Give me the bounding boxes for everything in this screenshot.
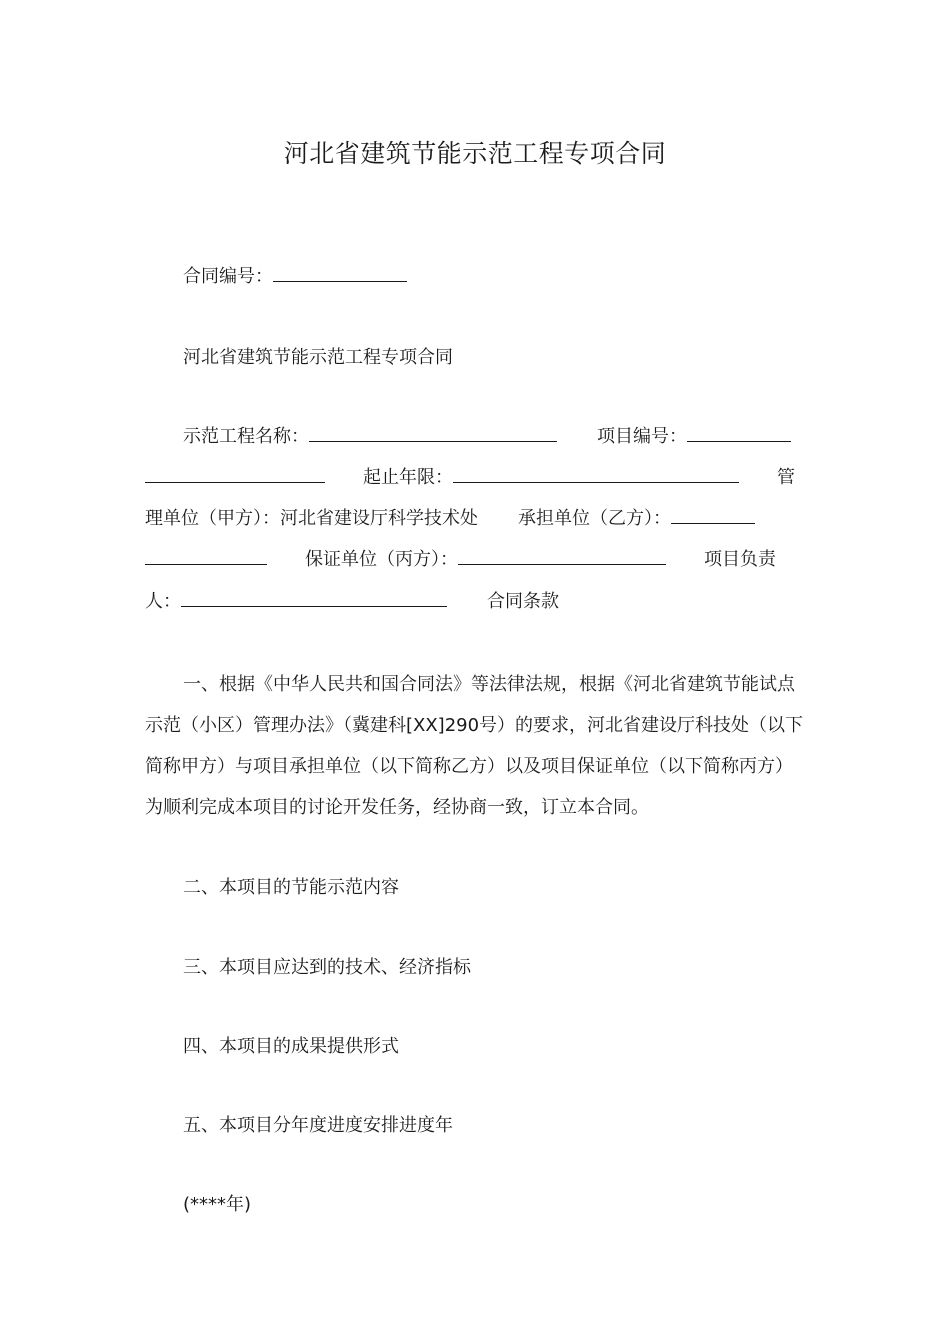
- project-number-blank: [687, 427, 791, 442]
- leader-blank: [181, 592, 447, 607]
- mgmt-label-start: 管: [777, 467, 795, 488]
- fields-line-3: [145, 506, 803, 532]
- undertaker-label: 承担单位（乙方）：: [518, 508, 671, 529]
- clause-2: 二、本项目的节能示范内容: [183, 877, 399, 898]
- contract-number-blank: [273, 267, 407, 282]
- terms-label: 合同条款: [487, 591, 559, 612]
- contract-number-line: [183, 264, 841, 290]
- period-label: 起止年限：: [363, 467, 453, 488]
- undertaker-blank-cont: [145, 550, 267, 565]
- project-name-blank: [309, 427, 557, 442]
- clause-4: 四、本项目的成果提供形式: [183, 1036, 399, 1057]
- year-note: (****年): [183, 1194, 252, 1215]
- guarantor-blank: [458, 550, 666, 565]
- clause-3: 三、本项目应达到的技术、经济指标: [183, 957, 471, 978]
- project-number-blank-cont: [145, 468, 325, 483]
- fields-line-1: [183, 424, 803, 450]
- clause-1-text: 一、根据《中华人民共和国合同法》等法律法规，根据《河北省建筑节能试点示范（小区）管理办法》（冀建科[XX]290号）的要求，河北省建设厅科技处（以下简称甲方）与项目承担单位（以下简称乙方）以及项目保证单位（以下简称丙方）为顺利完成本项目的讨论开发任务，经协商一致，订立本合同。: [145, 674, 804, 818]
- fields-line-2: [145, 465, 803, 491]
- document-title: 河北省建筑节能示范工程专项合同: [283, 139, 667, 168]
- fields-line-5: [145, 589, 803, 615]
- period-blank: [453, 468, 739, 483]
- undertaker-blank: [671, 509, 755, 524]
- project-name-label: 示范工程名称：: [183, 426, 309, 447]
- clause-1: [145, 664, 805, 828]
- management-unit: 理单位（甲方）：河北省建设厅科学技术处: [145, 508, 478, 529]
- guarantor-label: 保证单位（丙方）：: [305, 549, 458, 570]
- leader-label-start: 项目负责: [704, 549, 776, 570]
- fields-line-4: [145, 547, 803, 573]
- project-number-label: 项目编号：: [597, 426, 687, 447]
- subtitle: 河北省建筑节能示范工程专项合同: [183, 347, 453, 368]
- clause-5: 五、本项目分年度进度安排进度年: [183, 1115, 453, 1136]
- leader-label-end: 人：: [145, 591, 181, 612]
- contract-number-label: 合同编号：: [183, 266, 273, 287]
